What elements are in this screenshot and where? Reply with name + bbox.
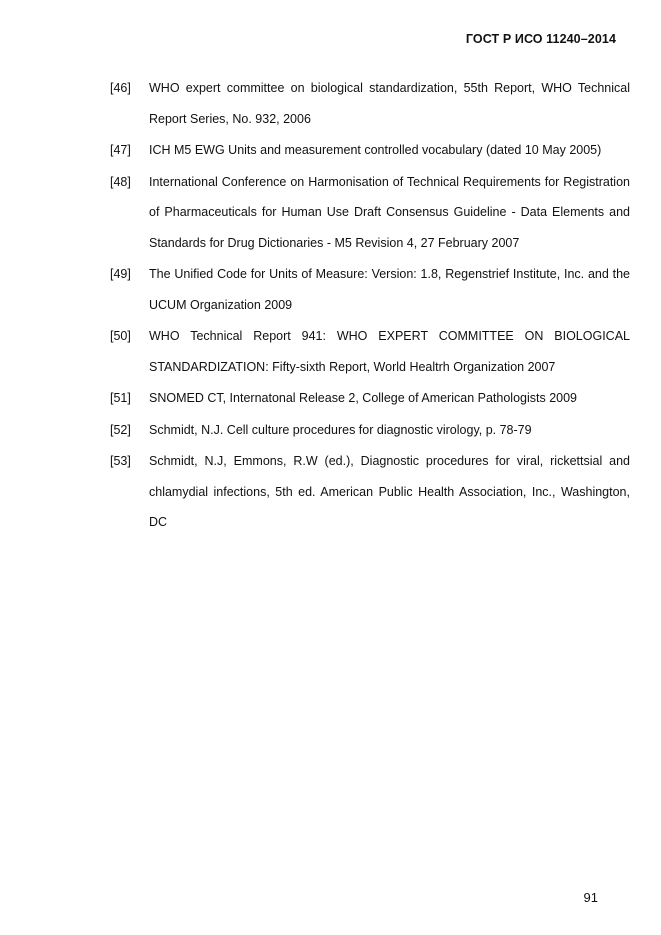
reference-text: WHO expert committee on biological standardization, 55th Report, WHO Technical Report Series, No. 932, 2006 [149, 81, 630, 126]
reference-number: [49] [110, 267, 131, 281]
reference-text: The Unified Code for Units of Measure: Version: 1.8, Regenstrief Institute, Inc. and the UCUM Organization 2009 [149, 267, 630, 312]
page-number: 91 [583, 890, 598, 905]
reference-item [110, 446, 630, 538]
reference-number: [52] [110, 422, 131, 437]
reference-number: [47] [110, 143, 131, 157]
reference-number: [53] [110, 454, 131, 468]
reference-number: [50] [110, 329, 131, 343]
reference-list [110, 73, 630, 539]
reference-item [110, 73, 630, 134]
reference-text: International Conference on Harmonisation of Technical Requirements for Registration of Pharmaceuticals for Human Use Draft Consensus Guideline - Data Elements and Standards for Drug Dictionaries - M5 Revision 4, 27 February 2007 [149, 174, 630, 250]
reference-text: Schmidt, N.J. Cell culture procedures for diagnostic virology, p. 78-79 [149, 422, 532, 437]
reference-item [110, 383, 630, 414]
reference-item [110, 259, 630, 320]
reference-text: Schmidt, N.J, Emmons, R.W (ed.), Diagnostic procedures for viral, rickettsial and chlamydial infections, 5th ed. American Public Health Association, Inc., Washington, DC [149, 454, 630, 529]
reference-item [110, 321, 630, 382]
reference-number: [48] [110, 174, 131, 189]
reference-number: [46] [110, 81, 131, 95]
reference-text: WHO Technical Report 941: WHO EXPERT COMMITTEE ON BIOLOGICAL STANDARDIZATION: Fifty-sixth Report, World Healtrh Organization 2007 [149, 329, 630, 374]
reference-item [110, 415, 630, 446]
reference-text: ICH M5 EWG Units and measurement controlled vocabulary (dated 10 May 2005) [149, 143, 602, 157]
reference-item [110, 167, 630, 259]
document-standard-header: ГОСТ Р ИСО 11240–2014 [465, 32, 616, 46]
reference-number: [51] [110, 391, 131, 405]
reference-item [110, 135, 630, 166]
reference-text: SNOMED CT, Internatonal Release 2, College of American Pathologists 2009 [149, 391, 578, 405]
